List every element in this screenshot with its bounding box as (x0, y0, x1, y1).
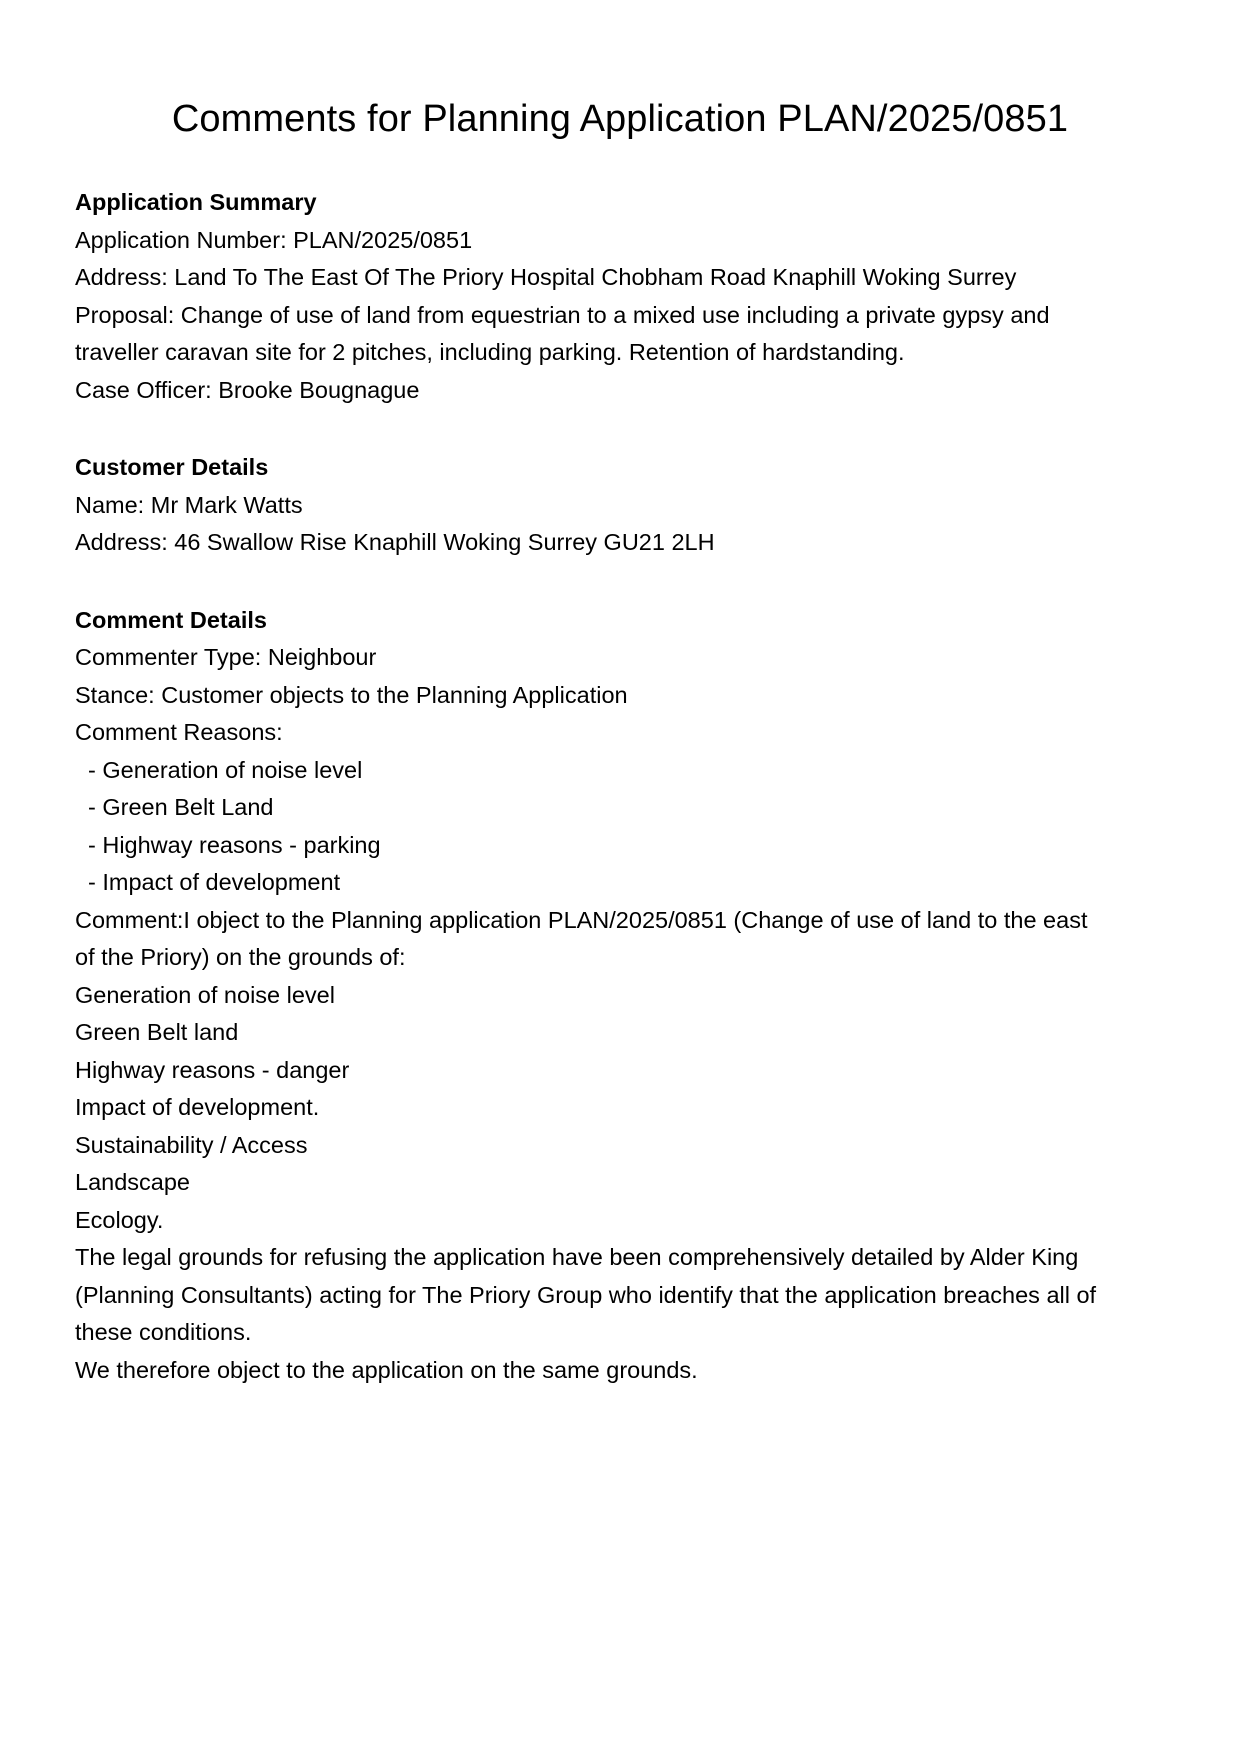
application-number: Application Number: PLAN/2025/0851 (75, 226, 473, 253)
comment-text-line: (Planning Consultants) acting for The Priory Group who identify that the application breaches all of (75, 1281, 1097, 1308)
customer-name: Name: Mr Mark Watts (75, 491, 303, 518)
application-summary-heading: Application Summary (75, 189, 317, 215)
comment-text-line: The legal grounds for refusing the application have been comprehensively detailed by Alder King (75, 1244, 1079, 1270)
application-address: Address: Land To The East Of The Priory Hospital Chobham Road Knaphill Woking Surrey (75, 264, 1017, 290)
comment-reason-item: - Generation of noise level (88, 756, 363, 783)
application-summary-section (75, 184, 1240, 409)
commenter-type: Commenter Type: Neighbour (75, 644, 377, 670)
comment-text-line: Generation of noise level (75, 981, 335, 1008)
comment-details-heading: Comment Details (75, 606, 267, 633)
stance: Stance: Customer objects to the Planning Application (75, 681, 628, 708)
comment-reason-item: - Highway reasons - parking (88, 831, 381, 858)
case-officer: Case Officer: Brooke Bougnague (75, 376, 420, 403)
proposal-line: Proposal: Change of use of land from equestrian to a mixed use including a private gypsy and (75, 301, 1050, 328)
comment-text-line: Landscape (75, 1169, 190, 1195)
comment-text-line: Sustainability / Access (75, 1131, 308, 1158)
customer-details-heading: Customer Details (75, 454, 269, 480)
comment-reasons-label: Comment Reasons: (75, 719, 283, 745)
customer-details-section (75, 449, 1240, 562)
comment-text-line: Impact of development. (75, 1094, 320, 1120)
comment-text-line: Highway reasons - danger (75, 1056, 350, 1083)
customer-address: Address: 46 Swallow Rise Knaphill Woking Surrey GU21 2LH (75, 529, 715, 555)
comment-text-line: of the Priory) on the grounds of: (75, 944, 406, 970)
comment-text-line: Green Belt land (75, 1019, 239, 1045)
comment-reason-item: - Impact of development (88, 869, 341, 895)
page-title: Comments for Planning Application PLAN/2025/0851 (171, 98, 1069, 140)
proposal-line: traveller caravan site for 2 pitches, including parking. Retention of hardstanding. (75, 339, 905, 365)
comment-details-section (75, 602, 1240, 1390)
comment-text-line: these conditions. (75, 1319, 252, 1345)
comment-text-line: Ecology. (75, 1206, 164, 1233)
comment-text-line: We therefore object to the application on the same grounds. (75, 1356, 698, 1383)
comment-reason-item: - Green Belt Land (88, 794, 274, 820)
comment-text-line: Comment:I object to the Planning application PLAN/2025/0851 (Change of use of land to the east (75, 906, 1088, 933)
